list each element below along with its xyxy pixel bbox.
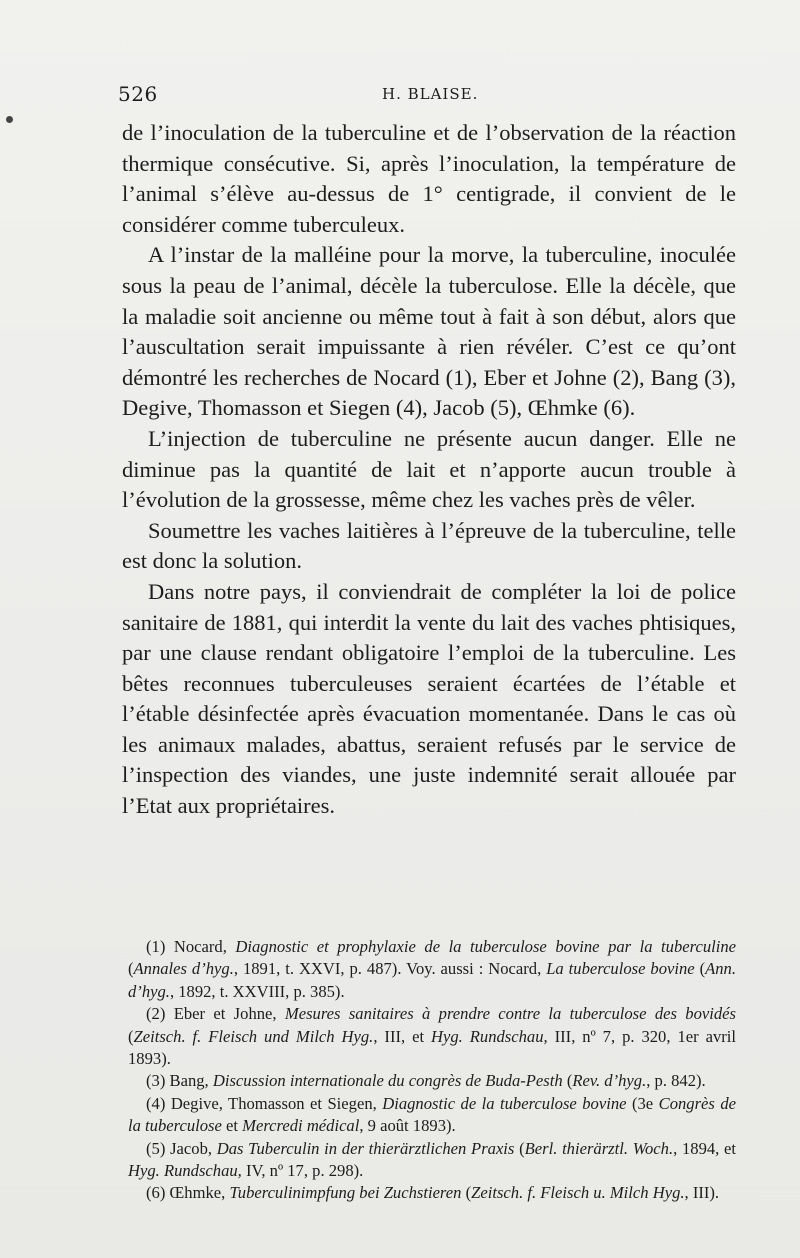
footnote-author: Degive, Thomasson et Siegen, [170,1093,377,1113]
footnote-title: Mesures sanitaires à prendre contre la tuberculose des bovidés [284,1004,736,1024]
footnote-4 [128,1093,736,1138]
margin-dot-mark [6,116,13,123]
footnote-details: IV, nº 17, p. 298). [246,1161,364,1181]
footnote-author: Œhmke, [169,1183,226,1203]
footnote-journal: Zeitsch. f. Fleisch und Milch Hyg. [133,1026,374,1046]
footnote-2: (2) Eber et Johne, Mesures sanitaires à prendre contre la tuberculose des bovidés (Zeitsch. f. Fleisch und Milch Hyg., III, et Hyg. Rundschau, III, nº 7, p. 320, 1er avril 1893). [128,1004,736,1069]
footnote-title: Diagnostic et prophylaxie de la tuberculose bovine par la tuberculine [235,937,737,956]
footnote-title: Discussion internationale du congrès de Buda-Pesth [212,1071,563,1091]
footnote-title: Das Tuberculin in der thierärztlichen Praxis [216,1138,515,1158]
paragraph: de l’inoculation de la tuberculine et de l’observation de la réaction thermique consécutive. Si, après l’inoculation, la température de l’animal s’élève au-dessus de 1° centigrade, il convient de le considérer comme tuberculeux. [122,120,736,237]
footnote-journal: Rev. d’hyg. [572,1071,647,1091]
footnote-details: , 1894, et [673,1138,736,1158]
footnote-details: , p. 842). [646,1071,706,1091]
footnote-5: (5) Jacob, Das Tuberculin in der thierärztlichen Praxis (Berl. thierärztl. Woch., 1894, et Hyg. Rundschau, IV, nº 17, p. 298). [128,1138,736,1181]
footnote-author: Nocard, [173,937,227,956]
paragraph: L’injection de tuberculine ne présente aucun danger. Elle ne diminue pas la quantité de lait et n’apporte aucun trouble à l’évolution de la grossesse, même chez les vaches près de vêler. [122,425,736,513]
footnote-journal: Mercredi médical [242,1116,360,1136]
paragraph: Soumettre les vaches laitières à l’épreuve de la tuberculine, telle est donc la solution. [122,517,736,574]
footnote-title: Tuberculinimpfung bei Zuchstieren [229,1183,462,1203]
footnote-marker: (3) [146,1071,166,1091]
footnote-title: Diagnostic de la tuberculose bovine [382,1093,627,1113]
footnote-details: , 1892, t. XXVIII, p. 385). [169,981,345,1001]
running-head: H. BLAISE. [382,85,479,103]
footnote-journal: Berl. thierärztl. Woch. [524,1138,674,1158]
footnote-author: Jacob, [170,1138,213,1158]
footnote-title: La tuberculose bovine [546,959,695,979]
footnote-1: (1) Nocard, Diagnostic et prophylaxie de la tuberculose bovine par la tuberculine (Annales d’hyg., 1891, t. XXVI, p. 487). Voy. aussi : Nocard, La tuberculose bovine (Ann. d’hyg., 1892, t. XXVIII, p. 385). [128,937,737,1001]
footnote-journal: Ann. d’hyg. [128,959,737,1001]
footnote-journal: Hyg. Rundschau, [128,1161,242,1181]
footnote-joiner: et [226,1116,238,1136]
page-header [118,82,738,112]
footnote-journal: Zeitsch. f. Fleisch u. Milch Hyg. [471,1183,685,1203]
footnote-journal: Hyg. Rundschau, [431,1026,548,1046]
page-number: 526 [118,82,158,106]
footnote-marker: (4) [146,1093,166,1113]
paragraph: A l’instar de la malléine pour la morve, la tuberculine, inoculée sous la peau de l’animal, décèle la tuberculose. Elle la décèle, que la maladie soit ancienne ou même tout à fait à son début, alors que l’auscultation serait impuissante à rien révéler. C’est ce qu’ont démontré les recherches de Nocard (1), Eber et Johne (2), Bang (3), Degive, Thomasson et Siegen (4), Jacob (5), Œhmke (6). [122,242,736,421]
footnote-details: , III). [684,1183,720,1203]
footnote-details: , III, et [373,1026,425,1046]
footnote-marker: (6) [146,1183,166,1203]
body-text [122,118,736,822]
footnote-3: (3) Bang, Discussion internationale du congrès de Buda-Pesth (Rev. d’hyg., p. 842). [146,1071,706,1091]
paragraph: Dans notre pays, il conviendrait de compléter la loi de police sanitaire de 1881, qui interdit la vente du lait des vaches phtisiques, par une clause rendant obligatoire l’emploi de la tuberculine. Les bêtes reconnues tuberculeuses seraient écartées de l’étable et l’étable désinfectée après évacuation momentanée. Dans le cas où les animaux malades, abattus, seraient refusés par le service de l’inspection des viandes, une juste indemnité serait allouée par l’Etat aux propriétaires. [122,578,736,819]
footnote-details: , 9 août 1893). [359,1116,456,1136]
footnote-prefix: (3e [631,1093,654,1113]
footnote-journal: Congrès de la tuberculose [128,1093,736,1136]
footnote-author: Bang, [169,1071,209,1091]
footnote-author: Eber et Johne, [173,1004,277,1024]
footnote-marker: (5) [146,1138,166,1158]
footnote-details: , 1891, t. XXVI, p. 487). Voy. aussi : Nocard, [233,959,542,979]
footnotes [128,936,736,1205]
footnote-journal: Annales d’hyg. [133,959,234,979]
footnote-marker: (2) [146,1004,166,1024]
footnote-details: III, nº 7, p. 320, 1er avril 1893). [128,1026,736,1069]
footnote-6: (6) Œhmke, Tuberculinimpfung bei Zuchstieren (Zeitsch. f. Fleisch u. Milch Hyg., III). [146,1183,720,1203]
footnote-marker: (1) [146,937,166,956]
